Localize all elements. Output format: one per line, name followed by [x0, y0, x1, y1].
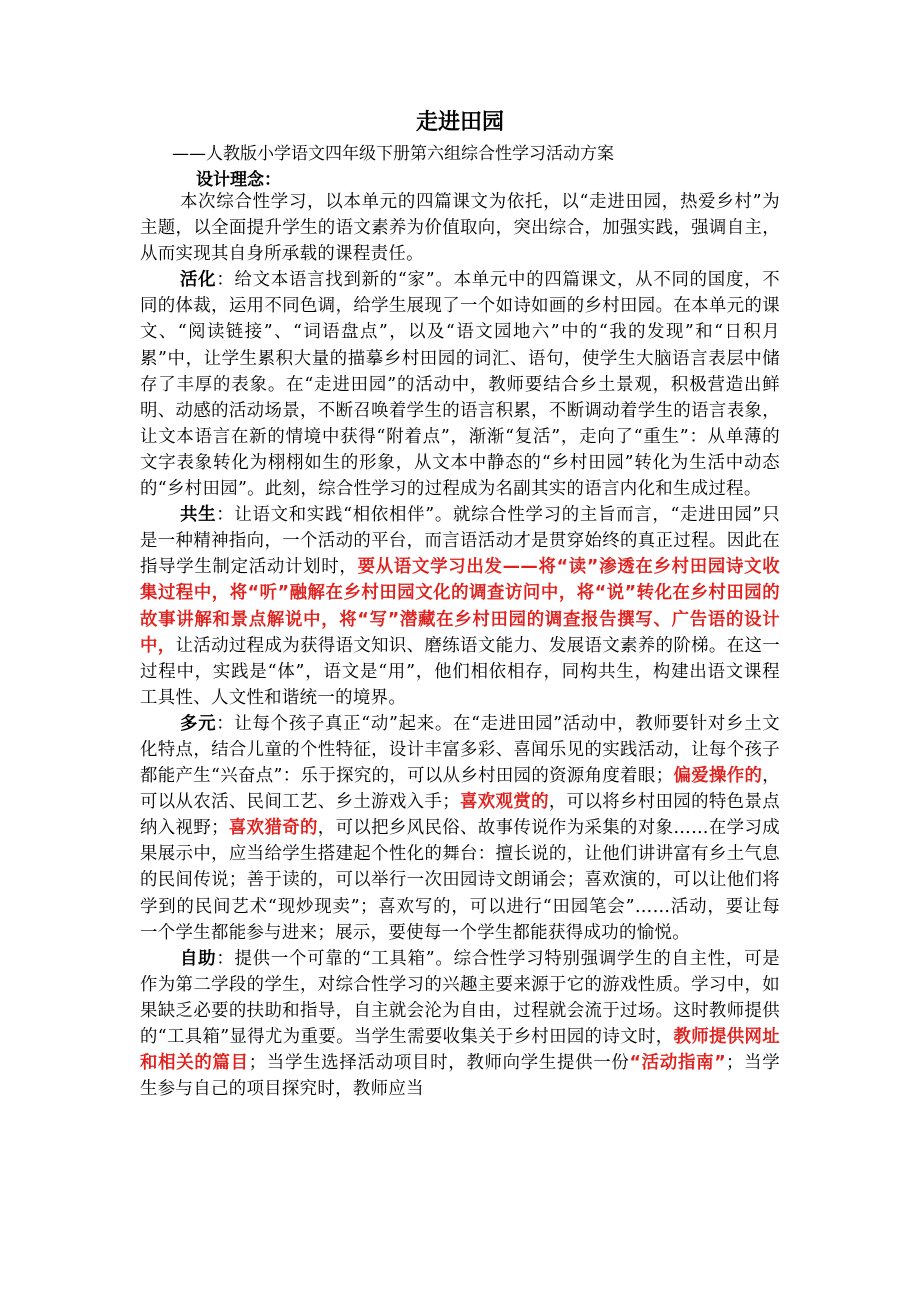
highlighted-text: 喜欢观赏的: [459, 792, 549, 813]
paragraph: [140, 267, 780, 502]
paragraph-keyword: 活化: [180, 270, 217, 291]
design-concept-heading: 设计理念：: [196, 170, 281, 190]
highlighted-text: 要从语文学习出发——将“读”渗透在乡村田园诗文收集过程中，将“听”融解在乡村田园文化的调查访问中，将“说”转化在乡村田园的故事讲解和景点解说中，将“写”潜藏在乡村田园的调查报告撰写、广告语的设计中，: [140, 557, 781, 656]
paragraph-text: ：让语文和实践“相依相伴”。就综合性学习的主旨而言，“走进田园”只是一种精神指向，一个活动的平台，而言语活动才是贯穿始终的真正过程。因此在指导学生制定活动计划时，: [140, 505, 780, 578]
paragraph-text: ，可以把乡风民俗、故事传说作为采集的对象……在学习成果展示中，应当给学生搭建起个性化的舞台：擅长说的，让他们讲讲富有乡土气息的民间传说；善于读的，可以举行一次田园诗文朗诵会；喜欢演的，可以让他们将学到的民间艺术“现炒现卖”；喜欢写的，可以进行“田园笔会”……活动，要让每一个学生都能参与进来；展示，要使每一个学生都能获得成功的愉悦。: [140, 818, 780, 943]
paragraph: [140, 189, 780, 267]
highlighted-text: “活动指南”: [629, 1053, 726, 1074]
paragraph-keyword: 共生: [180, 505, 217, 526]
paragraph: [140, 711, 780, 946]
paragraph-text: ，可以从农活、民间工艺、乡土游戏入手；: [140, 766, 780, 813]
paragraph-text: ；当学生参与自己的项目探究时，教师应当: [140, 1053, 780, 1100]
paragraph-text: ；当学生选择活动项目时，教师向学生提供一份: [248, 1053, 630, 1074]
paragraph-text: 本次综合性学习，以本单元的四篇课文为依托，以“走进田园，热爱乡村”为主题，以全面提升学生的语文素养为价值取向，突出综合，加强实践，强调自主，从而实现其自身所承载的课程责任。: [140, 192, 780, 265]
document-title: 走进田园: [415, 110, 504, 135]
paragraph-text: 让活动过程成为获得语文知识、磨练语文能力、发展语文素养的阶梯。在这一过程中，实践是“体”，语文是“用”，他们相依相存，同构共生，构建出语文课程工具性、人文性和谐统一的境界。: [140, 635, 780, 708]
paragraph-keyword: 自助: [180, 948, 217, 969]
paragraph: [140, 946, 780, 1103]
document-body: [140, 189, 780, 1102]
paragraph-text: ，可以将乡村田园的特色景点纳入视野；: [140, 792, 780, 839]
highlighted-text: 偏爱操作的: [673, 766, 763, 787]
paragraph-text: ：让每个孩子真正“动”起来。在“走进田园”活动中，教师要针对乡土文化特点，结合儿童的个性特征，设计丰富多彩、喜闻乐见的实践活动，让每个孩子都能产生“兴奋点”：乐于探究的，可以从乡村田园的资源角度着眼；: [140, 713, 780, 787]
document-subtitle: ——人教版小学语文四年级下册第六组综合性学习活动方案: [172, 144, 614, 164]
paragraph-keyword: 多元: [180, 713, 217, 734]
highlighted-text: 喜欢猎奇的: [228, 818, 318, 839]
paragraph-text: ：提供一个可靠的“工具箱”。综合性学习特别强调学生的自主性，可是作为第二学段的学生，对综合性学习的兴趣主要来源于它的游戏性质。学习中，如果缺乏必要的扶助和指导，自主就会沦为自由，过程就会流于过场。这时教师提供的“工具箱”显得尤为重要。当学生需要收集关于乡村田园的诗文时，: [140, 948, 781, 1047]
highlighted-text: 教师提供网址和相关的篇目: [140, 1027, 780, 1074]
paragraph-text: ：给文本语言找到新的“家”。本单元中的四篇课文，从不同的国度，不同的体裁，运用不同色调，给学生展现了一个如诗如画的乡村田园。在本单元的课文、“阅读链接”、“词语盘点”，以及“语文园地六”中的“我的发现”和“日积月累”中，让学生累积大量的描摹乡村田园的词汇、语句，使学生大脑语言表层中储存了丰厚的表象。在“走进田园”的活动中，教师要结合乡土景观，积极营造出鲜明、动感的活动场景，不断召唤着学生的语言积累，不断调动着学生的语言表象，让文本语言在新的情境中获得“附着点”，渐渐“复活”，走向了“重生”：从单薄的文字表象转化为栩栩如生的形象，从文本中静态的“乡村田园”转化为生活中动态的“乡村田园”。此刻，综合性学习的过程成为名副其实的语言内化和生成过程。: [140, 270, 781, 500]
paragraph: [140, 502, 780, 711]
